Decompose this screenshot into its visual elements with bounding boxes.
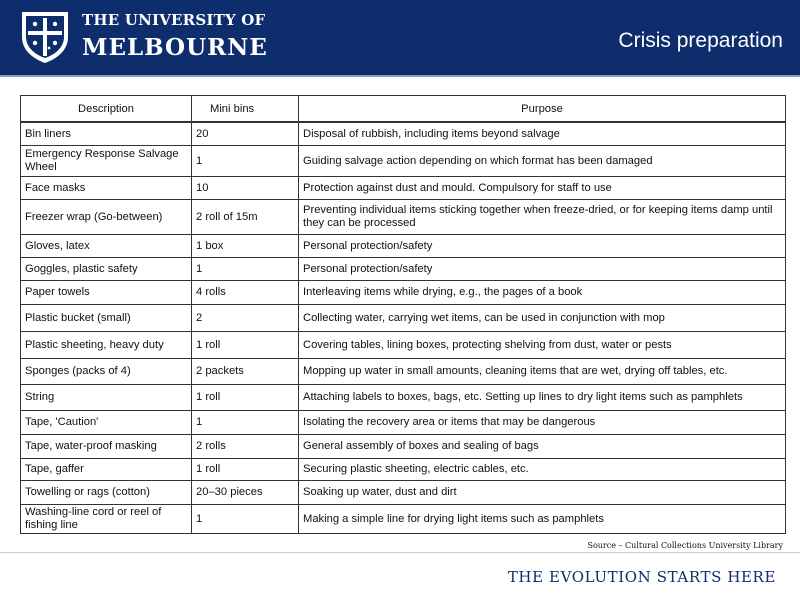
table-row — [21, 305, 786, 332]
table-row — [21, 235, 786, 258]
cell-description: Washing-line cord or reel of fishing line — [21, 505, 192, 534]
cell-description: Towelling or rags (cotton) — [21, 481, 192, 505]
slide-title: Crisis preparation — [618, 29, 783, 52]
table-row — [21, 459, 786, 481]
cell-description: Goggles, plastic safety — [21, 258, 192, 281]
header-divider — [0, 75, 800, 77]
cell-purpose: Personal protection/safety — [299, 235, 786, 258]
cell-description: Face masks — [21, 177, 192, 200]
cell-purpose: General assembly of boxes and sealing of bags — [299, 435, 786, 459]
table-header — [21, 96, 786, 123]
table-row — [21, 505, 786, 534]
cell-description: Paper towels — [21, 281, 192, 305]
table-row — [21, 200, 786, 235]
cell-mini-bins: 2 roll of 15m — [192, 200, 299, 235]
table-row — [21, 359, 786, 385]
cell-mini-bins: 1 — [192, 505, 299, 534]
cell-description: Plastic bucket (small) — [21, 305, 192, 332]
cell-description: Tape, water-proof masking — [21, 435, 192, 459]
table-row — [21, 385, 786, 411]
cell-mini-bins: 1 — [192, 411, 299, 435]
cell-purpose: Personal protection/safety — [299, 258, 786, 281]
logo-line-1: THE UNIVERSITY OF — [82, 11, 266, 29]
cell-mini-bins: 1 roll — [192, 459, 299, 481]
cell-mini-bins: 10 — [192, 177, 299, 200]
table-row — [21, 411, 786, 435]
tagline: THE EVOLUTION STARTS HERE — [507, 568, 776, 586]
table-header-row — [21, 96, 786, 123]
cell-purpose: Collecting water, carrying wet items, can be used in conjunction with mop — [299, 305, 786, 332]
table-row — [21, 258, 786, 281]
table-body — [21, 123, 786, 534]
cell-purpose: Securing plastic sheeting, electric cables, etc. — [299, 459, 786, 481]
supplies-table — [20, 95, 786, 534]
source-note: Source – Cultural Collections University Library — [587, 541, 783, 550]
cell-mini-bins: 4 rolls — [192, 281, 299, 305]
table-row — [21, 146, 786, 177]
logo-line-2: MELBOURNE — [82, 34, 268, 61]
table-row — [21, 177, 786, 200]
column-header-description: Description — [21, 96, 192, 123]
cell-description: Emergency Response Salvage Wheel — [21, 146, 192, 177]
footer-divider — [0, 552, 800, 553]
cell-mini-bins: 2 rolls — [192, 435, 299, 459]
cell-purpose: Interleaving items while drying, e.g., the pages of a book — [299, 281, 786, 305]
cell-mini-bins: 1 — [192, 146, 299, 177]
cell-description: Tape, gaffer — [21, 459, 192, 481]
cell-mini-bins: 1 — [192, 258, 299, 281]
cell-description: Plastic sheeting, heavy duty — [21, 332, 192, 359]
table-row — [21, 481, 786, 505]
cell-purpose: Guiding salvage action depending on which format has been damaged — [299, 146, 786, 177]
cell-mini-bins: 2 packets — [192, 359, 299, 385]
cell-description: Bin liners — [21, 123, 192, 146]
table-row — [21, 281, 786, 305]
university-logo[interactable] — [18, 9, 268, 64]
cell-purpose: Attaching labels to boxes, bags, etc. Setting up lines to dry light items such as pamphlets — [299, 385, 786, 411]
cell-purpose: Preventing individual items sticking together when freeze-dried, or for keeping items damp until they can be processed — [299, 200, 786, 235]
cell-purpose: Mopping up water in small amounts, cleaning items that are wet, drying off tables, etc. — [299, 359, 786, 385]
cell-mini-bins: 1 roll — [192, 332, 299, 359]
cell-purpose: Covering tables, lining boxes, protecting shelving from dust, water or pests — [299, 332, 786, 359]
table-row — [21, 435, 786, 459]
column-header-mini-bins: Mini bins — [192, 96, 299, 123]
column-header-purpose: Purpose — [299, 96, 786, 123]
cell-mini-bins: 20 — [192, 123, 299, 146]
cell-mini-bins: 1 box — [192, 235, 299, 258]
cell-description: Sponges (packs of 4) — [21, 359, 192, 385]
cell-mini-bins: 1 roll — [192, 385, 299, 411]
cell-purpose: Making a simple line for drying light items such as pamphlets — [299, 505, 786, 534]
crest-icon — [18, 9, 72, 64]
cell-purpose: Protection against dust and mould. Compulsory for staff to use — [299, 177, 786, 200]
table-row — [21, 123, 786, 146]
table-row — [21, 332, 786, 359]
cell-description: Gloves, latex — [21, 235, 192, 258]
cell-mini-bins: 20–30 pieces — [192, 481, 299, 505]
cell-description: String — [21, 385, 192, 411]
cell-description: Tape, 'Caution' — [21, 411, 192, 435]
cell-purpose: Disposal of rubbish, including items beyond salvage — [299, 123, 786, 146]
cell-description: Freezer wrap (Go-between) — [21, 200, 192, 235]
header-bar — [0, 0, 800, 75]
cell-mini-bins: 2 — [192, 305, 299, 332]
cell-purpose: Soaking up water, dust and dirt — [299, 481, 786, 505]
cell-purpose: Isolating the recovery area or items that may be dangerous — [299, 411, 786, 435]
